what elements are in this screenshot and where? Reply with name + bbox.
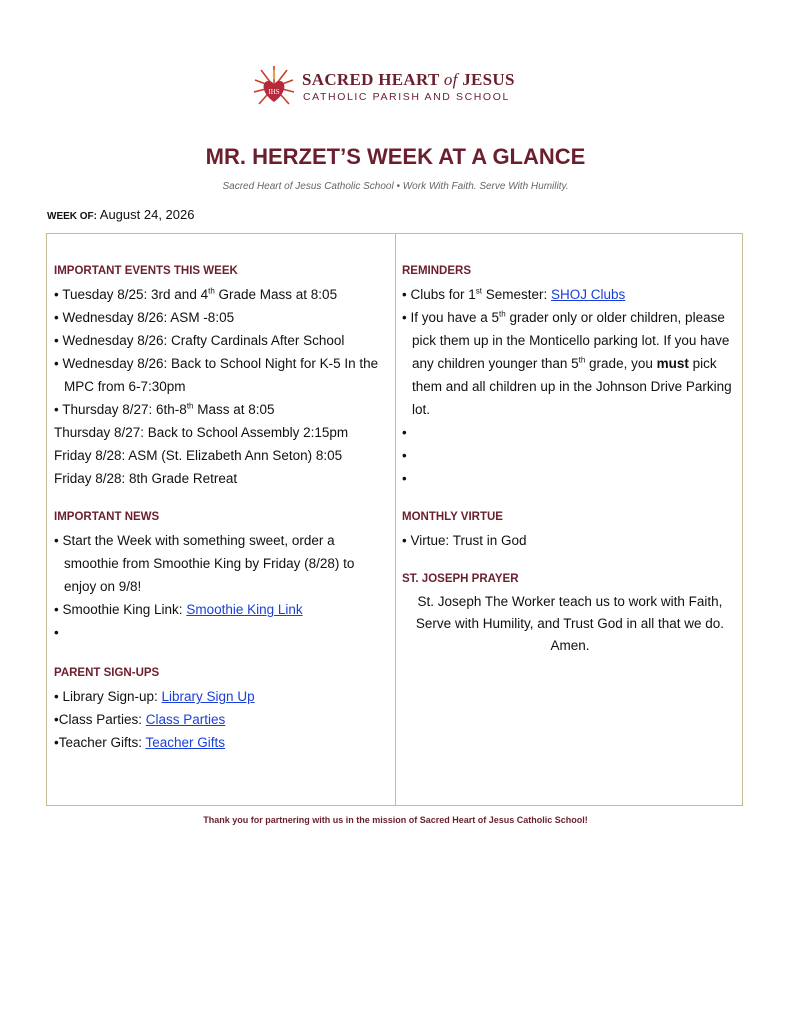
event-item: • Wednesday 8/26: Crafty Cardinals After School bbox=[54, 333, 345, 348]
logo-wordmark: SACRED HEART of JESUS bbox=[302, 70, 515, 89]
event-item: • Tuesday 8/25: 3rd and 4th Grade Mass at 8:05 bbox=[54, 286, 338, 302]
news-item: • Start the Week with something sweet, order a smoothie from Smoothie King by Friday (8/28) to enjoy on 9/8! bbox=[54, 533, 355, 594]
footer-message: Thank you for partnering with us in the mission of Sacred Heart of Jesus Catholic School! bbox=[203, 815, 588, 825]
school-logo bbox=[252, 64, 552, 110]
library-signup-link[interactable]: Library Sign Up bbox=[161, 689, 255, 704]
page-subtitle: Sacred Heart of Jesus Catholic School • Work With Faith. Serve With Humility. bbox=[222, 181, 569, 192]
right-column bbox=[402, 263, 738, 657]
events-heading: IMPORTANT EVENTS THIS WEEK bbox=[54, 265, 238, 277]
smoothie-king-link[interactable]: Smoothie King Link bbox=[186, 602, 303, 617]
event-item: • Thursday 8/27: 6th-8th Mass at 8:05 bbox=[54, 401, 275, 417]
teacher-gifts-link[interactable]: Teacher Gifts bbox=[145, 735, 226, 750]
svg-text:IHS: IHS bbox=[268, 88, 280, 96]
column-divider bbox=[395, 233, 396, 806]
reminders-heading: REMINDERS bbox=[402, 265, 472, 277]
news-heading: IMPORTANT NEWS bbox=[54, 511, 160, 523]
empty-bullet: • bbox=[402, 471, 407, 486]
reminder-item: • If you have a 5th grader only or older children, please pick them up in the Monticello parking lot. If you have any children younger than 5th grade, you must pick them and all children up in the Johnson Drive Parking lot. bbox=[402, 309, 732, 417]
news-item: • Smoothie King Link: Smoothie King Link bbox=[54, 602, 303, 617]
logo-tagline: CATHOLIC PARISH AND SCHOOL bbox=[303, 91, 510, 103]
event-item: Friday 8/28: ASM (St. Elizabeth Ann Seton) 8:05 bbox=[54, 448, 343, 463]
event-item: • Wednesday 8/26: Back to School Night for K-5 In the MPC from 6-7:30pm bbox=[54, 356, 379, 394]
news-item: • bbox=[54, 625, 59, 640]
signups-heading: PARENT SIGN-UPS bbox=[54, 667, 160, 679]
empty-bullet: • bbox=[402, 448, 407, 463]
prayer-text: St. Joseph The Worker teach us to work with Faith, Serve with Humility, and Trust God in all that we do. Amen. bbox=[415, 594, 725, 653]
virtue-heading: MONTHLY VIRTUE bbox=[402, 511, 503, 523]
week-of-value: August 24, 2026 bbox=[99, 207, 195, 222]
reminder-item: • Clubs for 1st Semester: SHOJ Clubs bbox=[402, 286, 626, 302]
signup-item: •Class Parties: Class Parties bbox=[54, 712, 226, 727]
signup-item: •Teacher Gifts: Teacher Gifts bbox=[54, 735, 226, 750]
prayer-heading: ST. JOSEPH PRAYER bbox=[402, 573, 519, 585]
virtue-item: • Virtue: Trust in God bbox=[402, 533, 527, 548]
event-item: • Wednesday 8/26: ASM -8:05 bbox=[54, 310, 235, 325]
sacred-heart-emblem-icon bbox=[252, 64, 296, 110]
week-of-label: WEEK OF: bbox=[47, 211, 100, 222]
page-title: MR. HERZET’S WEEK AT A GLANCE bbox=[205, 144, 586, 169]
event-item: Friday 8/28: 8th Grade Retreat bbox=[54, 471, 238, 486]
shoj-clubs-link[interactable]: SHOJ Clubs bbox=[551, 287, 626, 302]
class-parties-link[interactable]: Class Parties bbox=[145, 712, 226, 727]
empty-bullet: • bbox=[402, 425, 407, 440]
week-of bbox=[47, 207, 194, 222]
left-column bbox=[54, 263, 390, 754]
event-item: Thursday 8/27: Back to School Assembly 2:15pm bbox=[54, 425, 349, 440]
signup-item: • Library Sign-up: Library Sign Up bbox=[54, 689, 255, 704]
